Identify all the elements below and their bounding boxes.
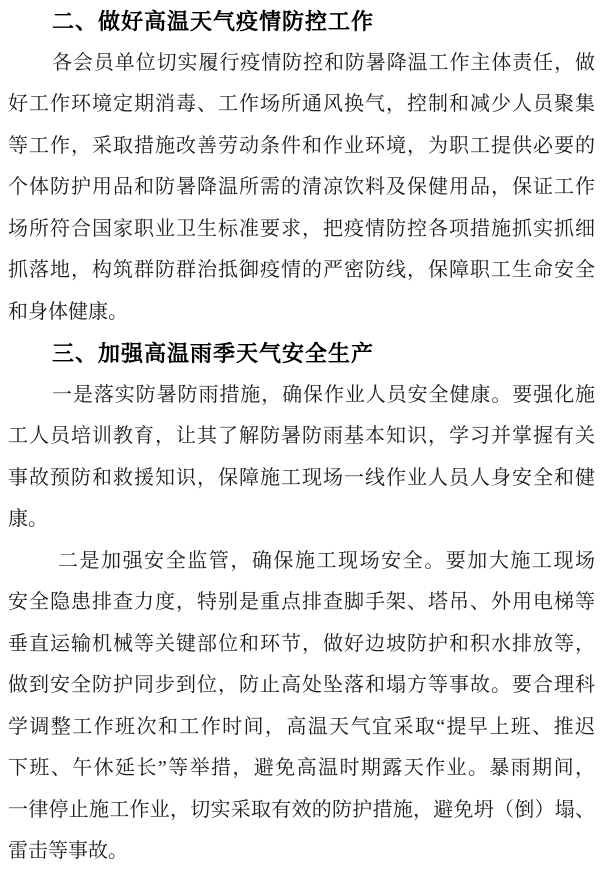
section-heading-2: 二、做好高温天气疫情防控工作 xyxy=(52,9,375,34)
body-line: 个体防护用品和防暑降温所需的清凉饮料及保健用品，保证工作 xyxy=(8,176,595,198)
body-line: 二是加强安全监管，确保施工现场安全。要加大施工现场 xyxy=(58,549,595,572)
section-heading-3: 三、加强高温雨季天气安全生产 xyxy=(52,341,375,366)
body-line: 做到安全防护同步到位，防止高处坠落和塌方等事故。要合理科 xyxy=(8,674,595,696)
body-line: 抓落地，构筑群防群治抵御疫情的严密防线，保障职工生命安全 xyxy=(8,259,595,281)
body-line: 垂直运输机械等关键部位和环节，做好边坡防护和积水排放等， xyxy=(8,632,595,655)
body-line: 各会员单位切实履行疫情防控和防暑降温工作主体责任，做 xyxy=(52,51,595,74)
body-line: 下班、午休延长”等举措，避免高温时期露天作业。暴雨期间， xyxy=(8,757,595,779)
body-line: 学调整工作班次和工作时间，高温天气宜采取“提早上班、推迟 xyxy=(8,715,595,738)
body-line: 一是落实防暑防雨措施，确保作业人员安全健康。要强化施 xyxy=(52,383,595,406)
body-line: 等工作，采取措施改善劳动条件和作业环境，为职工提供必要的 xyxy=(8,134,595,157)
body-line: 安全隐患排查力度，特别是重点排查脚手架、塔吊、外用电梯等 xyxy=(8,591,595,613)
body-line: 事故预防和救援知识，保障施工现场一线作业人员人身安全和健 xyxy=(8,466,595,489)
body-line: 康。 xyxy=(8,508,48,530)
body-line: 好工作环境定期消毒、工作场所通风换气，控制和减少人员聚集 xyxy=(8,93,595,115)
body-line: 和身体健康。 xyxy=(8,300,128,323)
body-line: 雷击等事故。 xyxy=(8,840,128,862)
body-line: 场所符合国家职业卫生标准要求，把疫情防控各项措施抓实抓细 xyxy=(8,217,595,240)
body-line: 一律停止施工作业，切实采取有效的防护措施，避免坍（倒）塌、 xyxy=(8,798,595,821)
body-line: 工人员培训教育，让其了解防暑防雨基本知识，学习并掌握有关 xyxy=(8,425,595,447)
